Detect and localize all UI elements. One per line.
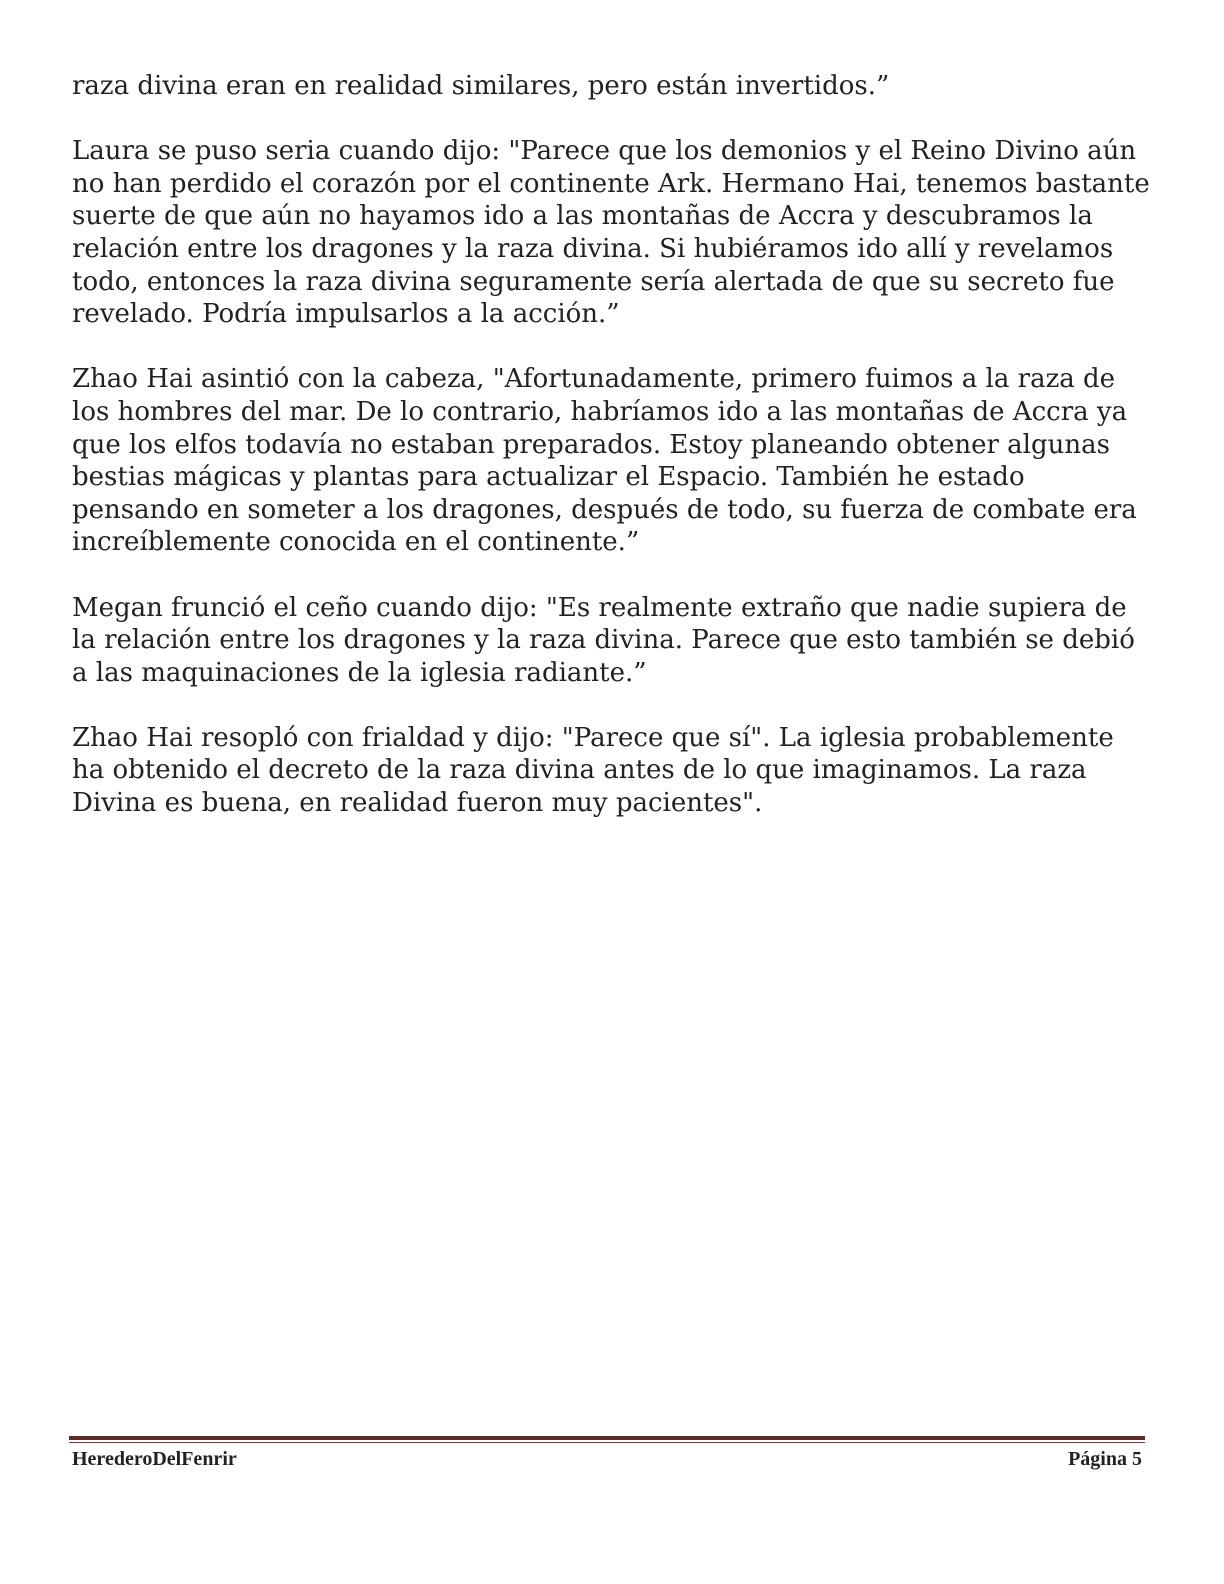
page-number: Página 5: [1068, 1448, 1142, 1470]
footer-divider-thick: [69, 1436, 1145, 1440]
body-text: [72, 70, 1152, 852]
paragraph: Megan frunció el ceño cuando dijo: "Es realmente extraño que nadie supiera de la relación entre los dragones y la raza divina. Parece que esto también se debió a las maquinaciones de la iglesia radiante.”: [72, 592, 1135, 688]
paragraph: Zhao Hai asintió con la cabeza, "Afortunadamente, primero fuimos a la raza de los hombres del mar. De lo contrario, habríamos ido a las montañas de Accra ya que los elfos todavía no estaban preparados. Estoy planeando obtener algunas bestias mágicas y plantas para actualizar el Espacio. También he estado pensando en someter a los dragones, después de todo, su fuerza de combate era increíblemente conocida en el continente.”: [72, 364, 1137, 558]
paragraph: raza divina eran en realidad similares, pero están invertidos.”: [72, 71, 890, 101]
paragraph: Zhao Hai resopló con frialdad y dijo: "Parece que sí". La iglesia probablemente ha obtenido el decreto de la raza divina antes de lo que imaginamos. La raza Divina es buena, en realidad fueron muy pacientes".: [72, 722, 1114, 819]
paragraph: Laura se puso seria cuando dijo: "Parece que los demonios y el Reino Divino aún no han perdido el corazón por el continente Ark. Hermano Hai, tenemos bastante suerte de que aún no hayamos ido a las montañas de Accra y descubramos la relación entre los dragones y la raza divina. Si hubiéramos ido allí y revelamos todo, entonces la raza divina seguramente sería alertada de que su secreto fue revelado. Podría impulsarlos a la acción.”: [72, 136, 1150, 330]
footer-author: HerederoDelFenrir: [72, 1448, 237, 1470]
footer-divider: [69, 1436, 1145, 1444]
footer-divider-thin: [69, 1442, 1145, 1443]
